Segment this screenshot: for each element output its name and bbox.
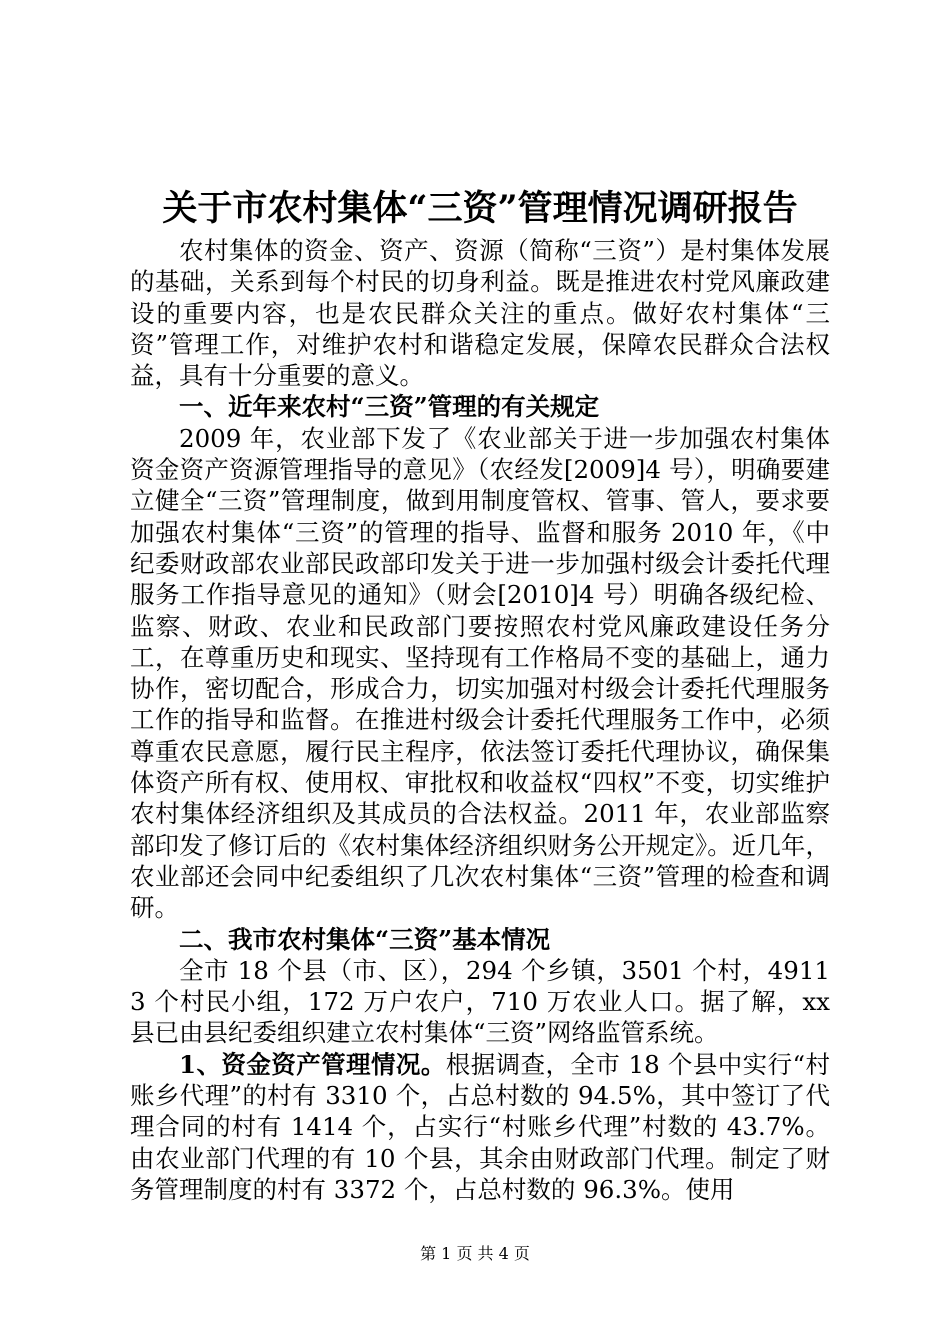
document-body [130,183,830,1205]
section-heading-1: 一、近年来农村“三资”管理的有关规定 [179,392,600,422]
asset-management-body: 根据调查，全市 18 个县中实行“村账乡代理”的村有 3310 个，占总村数的 94.5%，其中签订了代理合同的村有 1414 个，占实行“村账乡代理”村数的 43.7%。由农业部门代理的有 10 个县，其余由财政部门代理。制定了财务管理制度的村有 3372 个，占总村数的 96.3%。使用 [130,1049,831,1204]
document-title: 关于市农村集体“三资”管理情况调研报告 [162,188,798,229]
intro-paragraph: 农村集体的资金、资产、资源（简称“三资”）是村集体发展的基础，关系到每个村民的切身利益。既是推进农村党风廉政建设的重要内容，也是农民群众关注的重点。做好农村集体“三资”管理工作，对维护农村和谐稳定发展，保障农民群众合法权益，具有十分重要的意义。 [130,236,830,391]
regulations-paragraph: 2009 年，农业部下发了《农业部关于进一步加强农村集体资金资产资源管理指导的意见》（农经发[2009]4 号），明确要建立健全“三资”管理制度，做到用制度管权、管事、管人，要求要加强农村集体“三资”的管理的指导、监督和服务 2010 年，《中纪委财政部农业部民政部印发关于进一步加强村级会计委托代理服务工作指导意见的通知》（财会[2010]4 号）明确各级纪检、监察、财政、农业和民政部门要按照农村党风廉政建设任务分工，在尊重历史和现实、坚持现有工作格局不变的基础上，通力协作，密切配合，形成合力，切实加强对村级会计委托代理服务工作的指导和监督。在推进村级会计委托代理服务工作中，必须尊重农民意愿，履行民主程序，依法签订委托代理协议，确保集体资产所有权、使用权、审批权和收益权“四权”不变，切实维护农村集体经济组织及其成员的合法权益。2011 年，农业部监察部印发了修订后的《农村集体经济组织财务公开规定》。近几年，农业部还会同中纪委组织了几次农村集体“三资”管理的检查和调研。 [130,423,830,923]
asset-management-lead: 1、资金资产管理情况。 [179,1049,446,1079]
basic-situation-paragraph: 全市 18 个县（市、区），294 个乡镇，3501 个村，49113 个村民小组，172 万户农户，710 万农业人口。据了解，xx 县已由县纪委组织建立农村集体“三资”网络监管系统。 [130,955,830,1048]
section-heading-2: 二、我市农村集体“三资”基本情况 [179,924,551,954]
asset-management-paragraph [130,1049,830,1205]
page-footer: 第 1 页 共 4 页 [420,1244,530,1263]
